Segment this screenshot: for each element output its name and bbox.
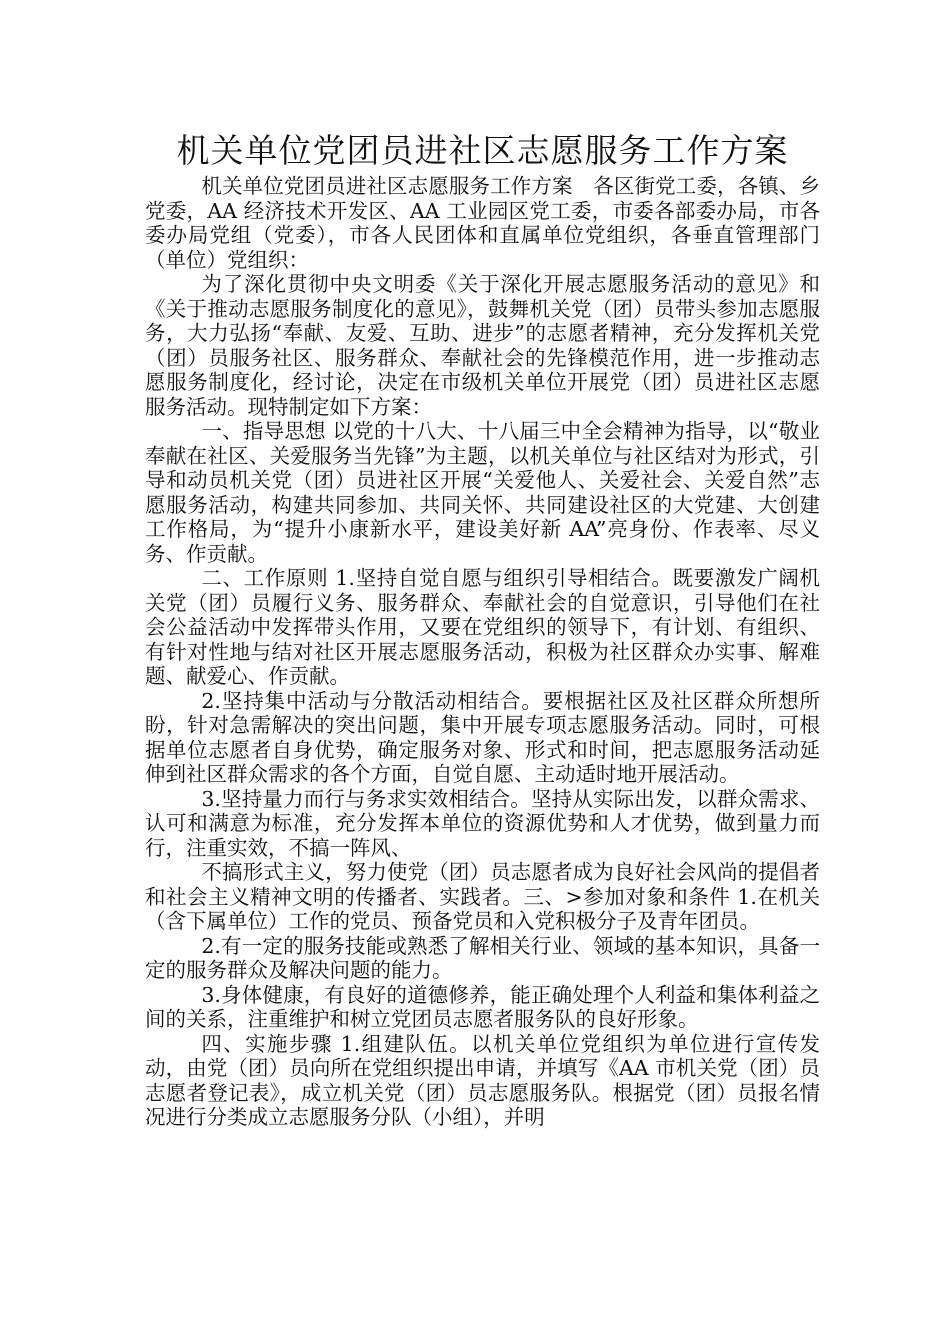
paragraph-steps: 四、实施步骤 1.组建队伍。以机关单位党组织为单位进行宣传发动，由党（团）员向所在党组织提出申请，并填写《AA 市机关党（团）员志愿者登记表》，成立机关党（团）员志愿服务队。根据党（团）员报名情况进行分类成立志愿服务分队（小组），并明 [145,1031,820,1129]
paragraph-participants: 不搞形式主义，努力使党（团）员志愿者成为良好社会风尚的提倡者和社会主义精神文明的传播者、实践者。三、>参加对象和条件 1.在机关（含下属单位）工作的党员、预备党员和入党积极分子及青年团员。 [145,860,820,933]
paragraph-intro: 机关单位党团员进社区志愿服务工作方案 各区街党工委，各镇、乡党委，AA 经济技术开发区、AA 工业园区党工委，市委各部委办局，市各委办局党组（党委），市各人民团体和直属单位党组织，各垂直管理部门（单位）党组织： [145,174,820,272]
document-body [145,174,820,1130]
paragraph-guiding-thought: 一、指导思想 以党的十八大、十八届三中全会精神为指导，以“敬业奉献在社区、关爱服务当先锋”为主题，以机关单位与社区结对为形式，引导和动员机关党（团）员进社区开展“关爱他人、关爱社会、关爱自然”志愿服务活动，构建共同参加、共同关怀、共同建设社区的大党建、大创建工作格局，为“提升小康新水平，建设美好新 AA”亮身份、作表率、尽义务、作贡献。 [145,419,820,566]
paragraph-principle-3: 3.坚持量力而行与务求实效相结合。坚持从实际出发，以群众需求、认可和满意为标准，充分发挥本单位的资源优势和人才优势，做到量力而行，注重实效，不搞一阵风、 [145,786,820,860]
paragraph-principle-2: 2.坚持集中活动与分散活动相结合。要根据社区及社区群众所想所盼，针对急需解决的突出问题，集中开展专项志愿服务活动。同时，可根据单位志愿者自身优势，确定服务对象、形式和时间，把志愿服务活动延伸到社区群众需求的各个方面，自觉自愿、主动适时地开展活动。 [145,688,820,786]
document-page [145,128,820,1130]
document-title: 机关单位党团员进社区志愿服务工作方案 [176,131,789,170]
paragraph-principle-1: 二、工作原则 1.坚持自觉自愿与组织引导相结合。既要激发广阔机关党（团）员履行义务、服务群众、奉献社会的自觉意识，引导他们在社会公益活动中发挥带头作用，又要在党组织的领导下，有计划、有组织、有针对性地与结对社区开展志愿服务活动，积极为社区群众办实事、解难题、献爱心、作贡献。 [145,566,820,688]
paragraph-condition-3: 3.身体健康，有良好的道德修养，能正确处理个人利益和集体利益之间的关系，注重维护和树立党团员志愿者服务队的良好形象。 [145,982,820,1031]
paragraph-purpose: 为了深化贯彻中央文明委《关于深化开展志愿服务活动的意见》和《关于推动志愿服务制度化的意见》，鼓舞机关党（团）员带头参加志愿服务，大力弘扬“奉献、友爱、互助、进步”的志愿者精神，充分发挥机关党（团）员服务社区、服务群众、奉献社会的先锋模范作用，进一步推动志愿服务制度化，经讨论，决定在市级机关单位开展党（团）员进社区志愿服务活动。现特制定如下方案： [145,272,820,419]
paragraph-condition-2: 2.有一定的服务技能或熟悉了解相关行业、领域的基本知识，具备一定的服务群众及解决问题的能力。 [145,933,820,982]
